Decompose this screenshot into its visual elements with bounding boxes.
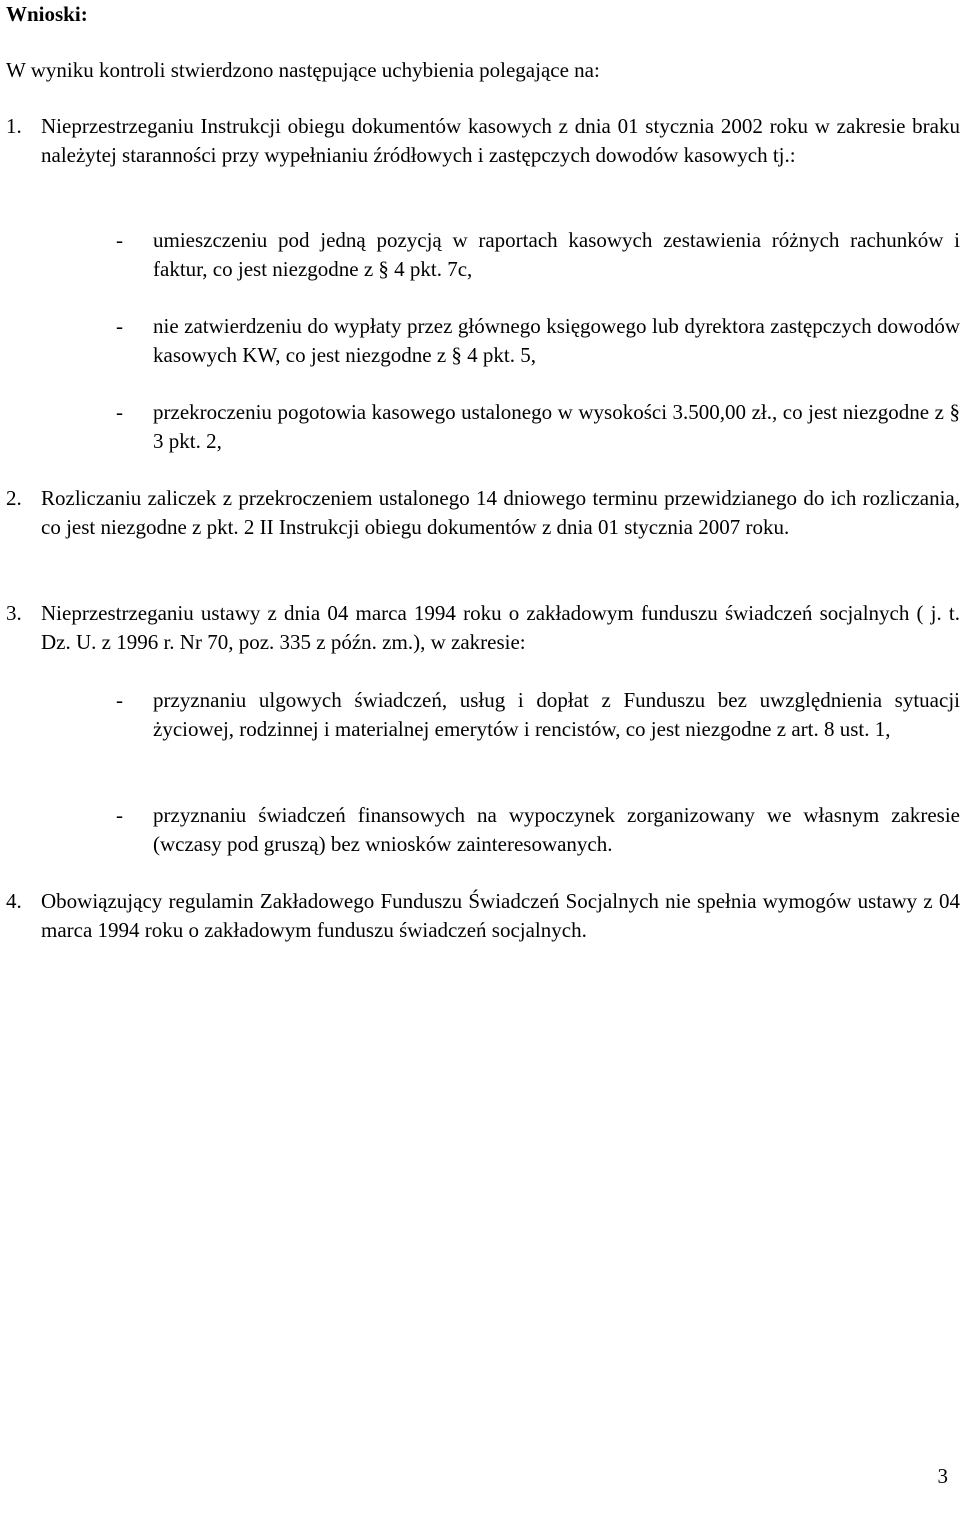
sub-item-1-2 bbox=[116, 312, 960, 369]
list-item-text: Nieprzestrzeganiu ustawy z dnia 04 marca 1994 roku o zakładowym funduszu świadczeń socjalnych ( j. t. Dz. U. z 1996 r. Nr 70, poz. 335 z późn. zm.), w zakresie: bbox=[41, 601, 960, 654]
sub-item-text: nie zatwierdzeniu do wypłaty przez głównego księgowego lub dyrektora zastępczych dowodów kasowych KW, co jest niezgodne z § 4 pkt. 5, bbox=[153, 314, 960, 367]
list-number: 4. bbox=[6, 889, 22, 913]
intro-paragraph: W wyniku kontroli stwierdzono następujące uchybienia polegające na: bbox=[6, 58, 600, 82]
list-item-text: Rozliczaniu zaliczek z przekroczeniem ustalonego 14 dniowego terminu przewidzianego do ich rozliczania, co jest niezgodne z pkt. 2 II Instrukcji obiegu dokumentów z dnia 01 stycznia 2007 roku. bbox=[41, 486, 960, 539]
sub-item-text: umieszczeniu pod jedną pozycją w raportach kasowych zestawienia różnych rachunków i faktur, co jest niezgodne z § 4 pkt. 7c, bbox=[153, 228, 960, 281]
page-number: 3 bbox=[937, 1464, 948, 1488]
sub-item-text: przekroczeniu pogotowia kasowego ustalonego w wysokości 3.500,00 zł., co jest niezgodne z § 3 pkt. 2, bbox=[153, 400, 960, 453]
sub-item-3-2 bbox=[116, 801, 960, 858]
dash-marker: - bbox=[116, 688, 123, 712]
list-item-text: Nieprzestrzeganiu Instrukcji obiegu dokumentów kasowych z dnia 01 stycznia 2002 roku w zakresie braku należytej staranności przy wypełnianiu źródłowych i zastępczych dowodów kasowych tj.: bbox=[41, 114, 960, 167]
dash-marker: - bbox=[116, 803, 123, 827]
list-item-3 bbox=[6, 599, 960, 656]
sub-item-text: przyznaniu ulgowych świadczeń, usług i dopłat z Funduszu bez uwzględnienia sytuacji życiowej, rodzinnej i materialnej emerytów i rencistów, co jest niezgodne z art. 8 ust. 1, bbox=[153, 688, 960, 741]
list-number: 2. bbox=[6, 486, 22, 510]
sub-item-3-1 bbox=[116, 686, 960, 743]
list-number: 3. bbox=[6, 601, 22, 625]
dash-marker: - bbox=[116, 400, 123, 424]
sub-item-text: przyznaniu świadczeń finansowych na wypoczynek zorganizowany we własnym zakresie (wczasy pod gruszą) bez wniosków zainteresowanych. bbox=[153, 803, 960, 856]
list-item-1 bbox=[6, 112, 960, 169]
list-number: 1. bbox=[6, 114, 22, 138]
list-item-text: Obowiązujący regulamin Zakładowego Funduszu Świadczeń Socjalnych nie spełnia wymogów ustawy z 04 marca 1994 roku o zakładowym funduszu świadczeń socjalnych. bbox=[41, 889, 960, 942]
sub-item-1-3 bbox=[116, 398, 960, 455]
list-item-2 bbox=[6, 484, 960, 541]
list-item-4 bbox=[6, 887, 960, 944]
dash-marker: - bbox=[116, 228, 123, 252]
sub-item-1-1 bbox=[116, 226, 960, 283]
section-heading: Wnioski: bbox=[6, 2, 88, 26]
dash-marker: - bbox=[116, 314, 123, 338]
